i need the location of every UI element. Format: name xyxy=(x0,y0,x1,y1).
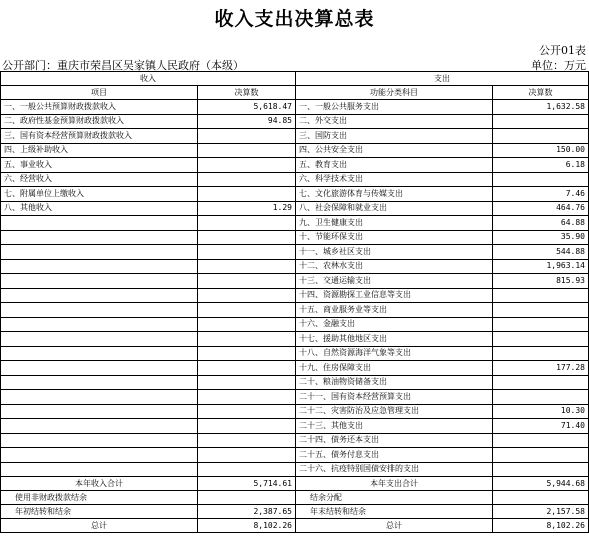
expense-item: 十九、住房保障支出 xyxy=(296,361,493,376)
surplus-dist-label: 结余分配 xyxy=(296,491,493,505)
expense-amount: 6.18 xyxy=(493,158,589,173)
income-item: 三、国有资本经营预算财政拨款收入 xyxy=(1,129,198,144)
grand-total-value-left: 8,102.26 xyxy=(198,519,296,533)
expense-amount: 7.46 xyxy=(493,187,589,202)
expense-amount xyxy=(493,114,589,129)
income-amount xyxy=(198,433,296,448)
income-amount xyxy=(198,187,296,202)
expense-amount xyxy=(493,172,589,187)
table-row xyxy=(1,433,589,448)
grand-total-label-left: 总计 xyxy=(1,519,198,533)
item-header: 项目 xyxy=(1,86,198,100)
income-amount xyxy=(198,346,296,361)
income-amount xyxy=(198,129,296,144)
income-amount xyxy=(198,332,296,347)
department-label: 公开部门：重庆市荣昌区吴家镇人民政府（本级） xyxy=(2,59,244,72)
income-total-label: 本年收入合计 xyxy=(1,477,198,491)
income-amount xyxy=(198,230,296,245)
nonfiscal-label: 使用非财政拨款结余 xyxy=(1,491,198,505)
expense-amount xyxy=(493,375,589,390)
table-row xyxy=(1,288,589,303)
surplus-dist-value xyxy=(493,491,589,505)
table-row xyxy=(1,143,589,158)
income-amount xyxy=(198,172,296,187)
income-item xyxy=(1,230,198,245)
income-item xyxy=(1,361,198,376)
income-item xyxy=(1,390,198,405)
expense-amount: 71.40 xyxy=(493,419,589,434)
expense-amount: 464.76 xyxy=(493,201,589,216)
carryover-row xyxy=(1,505,589,519)
budget-table xyxy=(0,71,589,533)
table-row xyxy=(1,187,589,202)
expense-amount xyxy=(493,317,589,332)
income-amount xyxy=(198,216,296,231)
income-item xyxy=(1,259,198,274)
income-amount xyxy=(198,143,296,158)
income-amount xyxy=(198,375,296,390)
begin-carryover-value: 2,387.65 xyxy=(198,505,296,519)
income-item xyxy=(1,433,198,448)
expense-item: 二、外交支出 xyxy=(296,114,493,129)
income-amount xyxy=(198,448,296,463)
expense-item: 十、节能环保支出 xyxy=(296,230,493,245)
expense-item: 十八、自然资源海洋气象等支出 xyxy=(296,346,493,361)
income-item xyxy=(1,317,198,332)
income-item xyxy=(1,216,198,231)
table-row xyxy=(1,172,589,187)
table-row xyxy=(1,390,589,405)
expense-item: 二十五、债务付息支出 xyxy=(296,448,493,463)
table-row xyxy=(1,114,589,129)
expense-item: 十二、农林水支出 xyxy=(296,259,493,274)
expense-header: 支出 xyxy=(296,72,589,86)
header-row-2 xyxy=(1,86,589,100)
expense-amount xyxy=(493,129,589,144)
table-row xyxy=(1,201,589,216)
income-item: 八、其他收入 xyxy=(1,201,198,216)
table-row xyxy=(1,303,589,318)
income-amount xyxy=(198,361,296,376)
table-row xyxy=(1,230,589,245)
expense-amount: 10.30 xyxy=(493,404,589,419)
income-item xyxy=(1,375,198,390)
income-item xyxy=(1,419,198,434)
expense-amount: 64.88 xyxy=(493,216,589,231)
income-item: 五、事业收入 xyxy=(1,158,198,173)
income-amount xyxy=(198,419,296,434)
expense-total-label: 本年支出合计 xyxy=(296,477,493,491)
total-row xyxy=(1,477,589,491)
expense-item: 六、科学技术支出 xyxy=(296,172,493,187)
income-item: 一、一般公共预算财政拨款收入 xyxy=(1,100,198,115)
expense-total-value: 5,944.68 xyxy=(493,477,589,491)
table-row xyxy=(1,158,589,173)
table-row xyxy=(1,259,589,274)
income-amount xyxy=(198,317,296,332)
table-row xyxy=(1,100,589,115)
end-carryover-value: 2,157.58 xyxy=(493,505,589,519)
income-amount xyxy=(198,462,296,477)
expense-item: 二十二、灾害防治及应急管理支出 xyxy=(296,404,493,419)
expense-item: 二十一、国有资本经营预算支出 xyxy=(296,390,493,405)
expense-item: 七、文化旅游体育与传媒支出 xyxy=(296,187,493,202)
header-row-1 xyxy=(1,72,589,86)
expense-item: 十三、交通运输支出 xyxy=(296,274,493,289)
expense-amount xyxy=(493,390,589,405)
amount-header-2: 决算数 xyxy=(493,86,589,100)
expense-item: 十五、商业服务业等支出 xyxy=(296,303,493,318)
income-item xyxy=(1,303,198,318)
expense-amount: 177.28 xyxy=(493,361,589,376)
end-carryover-label: 年末结转和结余 xyxy=(296,505,493,519)
amount-header: 决算数 xyxy=(198,86,296,100)
income-amount xyxy=(198,303,296,318)
table-row xyxy=(1,317,589,332)
expense-item: 二十、粮油物资储备支出 xyxy=(296,375,493,390)
table-row xyxy=(1,448,589,463)
nonfiscal-row xyxy=(1,491,589,505)
expense-item: 十四、资源勘探工业信息等支出 xyxy=(296,288,493,303)
unit-label: 单位：万元 xyxy=(531,59,586,72)
table-row xyxy=(1,346,589,361)
income-item xyxy=(1,448,198,463)
table-row xyxy=(1,274,589,289)
expense-amount: 544.88 xyxy=(493,245,589,260)
expense-amount: 1,632.58 xyxy=(493,100,589,115)
expense-amount xyxy=(493,332,589,347)
income-item xyxy=(1,462,198,477)
income-amount xyxy=(198,390,296,405)
income-amount xyxy=(198,259,296,274)
expense-amount: 35.90 xyxy=(493,230,589,245)
income-amount xyxy=(198,158,296,173)
income-item: 四、上级补助收入 xyxy=(1,143,198,158)
table-row xyxy=(1,245,589,260)
income-header: 收入 xyxy=(1,72,296,86)
income-amount xyxy=(198,274,296,289)
page-title: 收入支出决算总表 xyxy=(214,8,375,30)
income-amount: 94.85 xyxy=(198,114,296,129)
expense-amount xyxy=(493,462,589,477)
expense-item: 十七、援助其他地区支出 xyxy=(296,332,493,347)
income-item xyxy=(1,404,198,419)
expense-item: 一、一般公共服务支出 xyxy=(296,100,493,115)
expense-item: 九、卫生健康支出 xyxy=(296,216,493,231)
income-item: 二、政府性基金预算财政拨款收入 xyxy=(1,114,198,129)
expense-item: 十六、金融支出 xyxy=(296,317,493,332)
expense-item: 二十六、抗疫特别国债安排的支出 xyxy=(296,462,493,477)
expense-item: 四、公共安全支出 xyxy=(296,143,493,158)
expense-amount xyxy=(493,303,589,318)
expense-amount: 150.00 xyxy=(493,143,589,158)
income-amount xyxy=(198,404,296,419)
income-item xyxy=(1,332,198,347)
expense-item: 八、社会保障和就业支出 xyxy=(296,201,493,216)
table-row xyxy=(1,462,589,477)
expense-item: 五、教育支出 xyxy=(296,158,493,173)
expense-amount xyxy=(493,346,589,361)
income-amount: 1.29 xyxy=(198,201,296,216)
income-amount xyxy=(198,245,296,260)
table-row xyxy=(1,375,589,390)
expense-amount xyxy=(493,288,589,303)
expense-item: 二十四、债务还本支出 xyxy=(296,433,493,448)
income-amount xyxy=(198,288,296,303)
grand-total-value-right: 8,102.26 xyxy=(493,519,589,533)
begin-carryover-label: 年初结转和结余 xyxy=(1,505,198,519)
income-total-value: 5,714.61 xyxy=(198,477,296,491)
expense-amount: 815.93 xyxy=(493,274,589,289)
grand-total-label-right: 总计 xyxy=(296,519,493,533)
table-row xyxy=(1,216,589,231)
income-item xyxy=(1,245,198,260)
table-row xyxy=(1,361,589,376)
income-item xyxy=(1,346,198,361)
expense-amount xyxy=(493,433,589,448)
income-item xyxy=(1,274,198,289)
table-row xyxy=(1,332,589,347)
table-row xyxy=(1,404,589,419)
expense-item: 十一、城乡社区支出 xyxy=(296,245,493,260)
income-item: 六、经营收入 xyxy=(1,172,198,187)
form-number: 公开01表 xyxy=(539,44,586,57)
expense-item: 二十三、其他支出 xyxy=(296,419,493,434)
expense-item: 三、国防支出 xyxy=(296,129,493,144)
expense-amount xyxy=(493,448,589,463)
income-item: 七、附属单位上缴收入 xyxy=(1,187,198,202)
nonfiscal-value xyxy=(198,491,296,505)
grand-total-row xyxy=(1,519,589,533)
func-item-header: 功能分类科目 xyxy=(296,86,493,100)
table-row xyxy=(1,419,589,434)
table-row xyxy=(1,129,589,144)
income-amount: 5,618.47 xyxy=(198,100,296,115)
income-item xyxy=(1,288,198,303)
expense-amount: 1,963.14 xyxy=(493,259,589,274)
